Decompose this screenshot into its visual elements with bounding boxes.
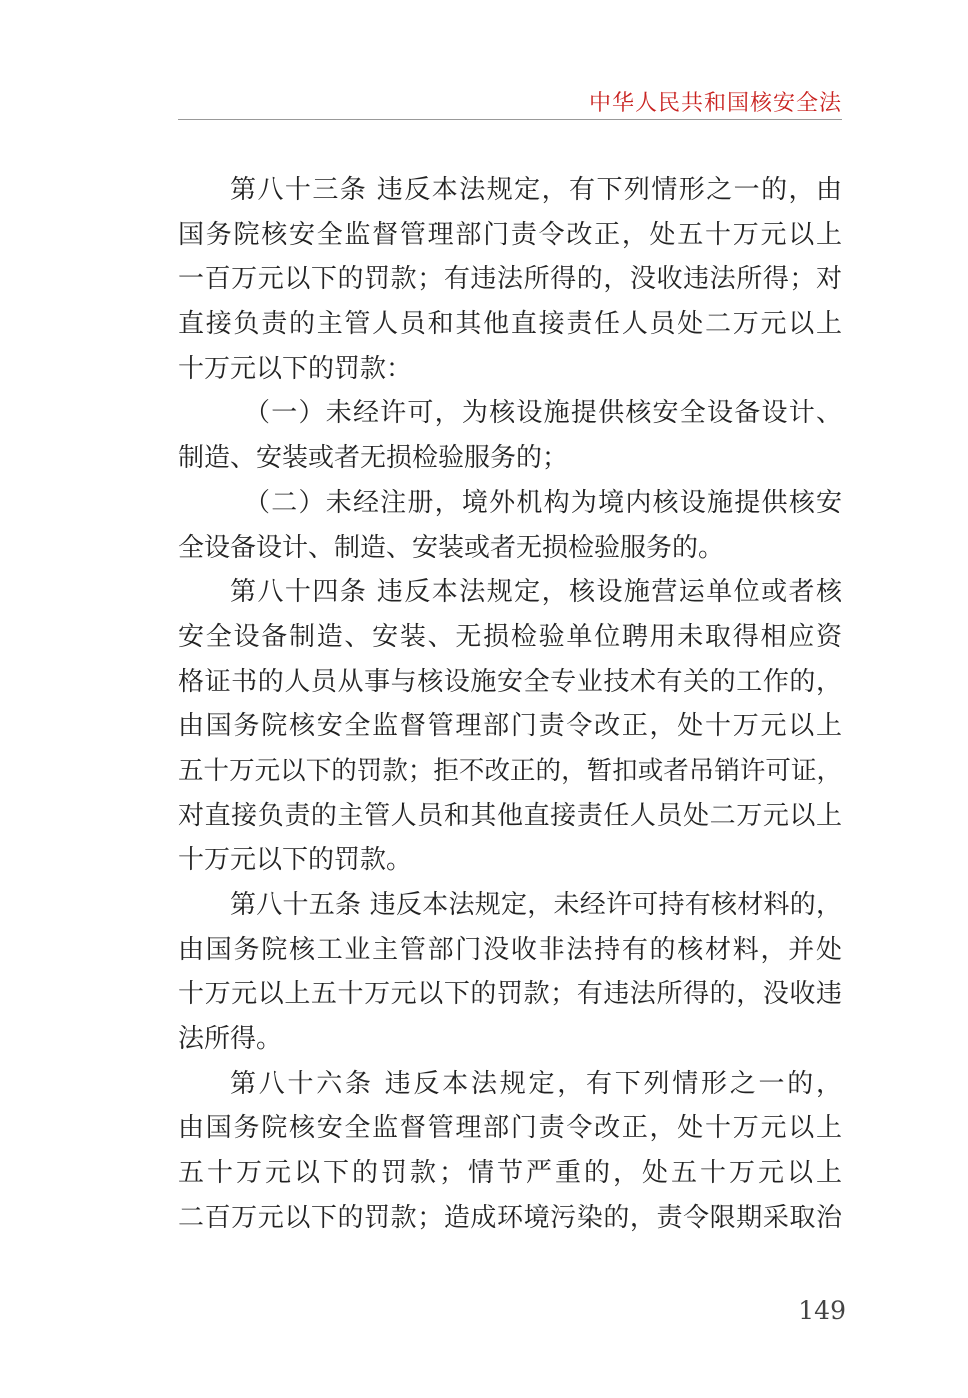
text-line: 对直接负责的主管人员和其他直接责任人员处二万元以上 <box>178 800 842 831</box>
text-line: （二）未经注册，境外机构为境内核设施提供核安 <box>244 487 842 518</box>
text-line: 第八十五条 违反本法规定，未经许可持有核材料的， <box>230 890 842 920</box>
page-number: 149 <box>798 1296 846 1325</box>
body-text <box>178 168 842 1241</box>
text-line: 全设备设计、制造、安装或者无损检验服务的。 <box>178 532 725 563</box>
text-line: 安全设备制造、安装、无损检验单位聘用未取得相应资 <box>178 621 842 652</box>
text-line: 十万元以上五十万元以下的罚款；有违法所得的，没收违 <box>178 979 842 1010</box>
text-line: 国务院核安全监督管理部门责令改正，处五十万元以上 <box>178 219 842 250</box>
text-line: 第八十四条 违反本法规定，核设施营运单位或者核 <box>230 577 842 608</box>
text-line: 格证书的人员从事与核设施安全专业技术有关的工作的， <box>178 666 842 697</box>
text-line: 十万元以下的罚款。 <box>178 845 413 876</box>
running-header-title: 中华人民共和国核安全法 <box>588 91 842 116</box>
text-line: 第八十六条 违反本法规定，有下列情形之一的， <box>230 1068 842 1099</box>
text-line: 由国务院核安全监督管理部门责令改正，处十万元以上 <box>178 711 842 742</box>
text-line: 由国务院核工业主管部门没收非法持有的核材料，并处 <box>178 934 842 965</box>
text-line: （一）未经许可，为核设施提供核安全设备设计、 <box>244 398 842 429</box>
text-line: 制造、安装或者无损检验服务的； <box>178 443 569 474</box>
text-line: 第八十三条 违反本法规定，有下列情形之一的，由 <box>230 175 842 205</box>
text-line: 一百万元以下的罚款；有违法所得的，没收违法所得；对 <box>178 264 842 295</box>
text-line: 五十万元以下的罚款；情节严重的，处五十万元以上 <box>178 1158 842 1189</box>
header-divider <box>178 119 842 120</box>
text-line: 直接负责的主管人员和其他直接责任人员处二万元以上 <box>178 309 842 340</box>
text-line: 五十万元以下的罚款；拒不改正的，暂扣或者吊销许可证， <box>178 755 842 786</box>
text-line: 由国务院核安全监督管理部门责令改正，处十万元以上 <box>178 1113 842 1144</box>
text-line: 二百万元以下的罚款；造成环境污染的，责令限期采取治 <box>178 1202 842 1233</box>
text-line: 十万元以下的罚款： <box>178 353 413 384</box>
text-line: 法所得。 <box>178 1024 283 1055</box>
